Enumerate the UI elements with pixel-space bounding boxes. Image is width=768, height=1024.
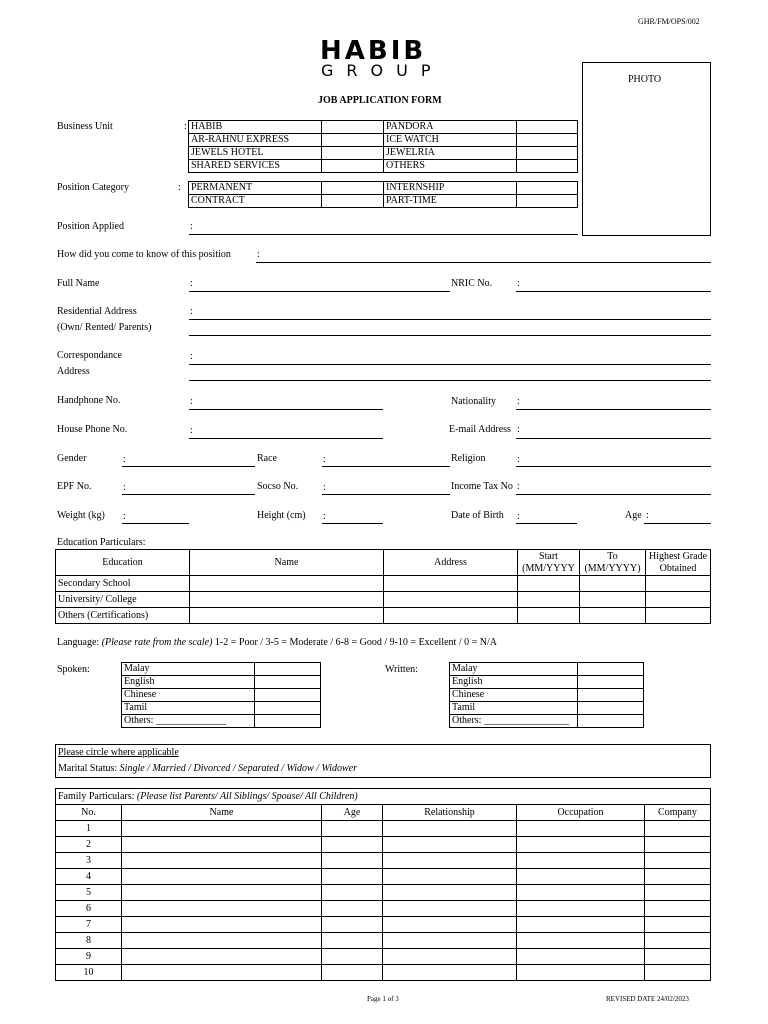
family-row-no: 7 — [56, 917, 122, 933]
position-category-label: Position Category — [57, 182, 129, 193]
colon: : — [517, 278, 520, 289]
colon: : — [323, 454, 326, 465]
family-cell[interactable] — [517, 917, 645, 933]
spoken-rating[interactable] — [255, 715, 321, 728]
correspondance-address-line2[interactable] — [189, 380, 711, 381]
race-field[interactable] — [322, 466, 450, 467]
family-row-no: 5 — [56, 885, 122, 901]
edu-cell[interactable] — [646, 592, 711, 608]
spoken-lang: English — [122, 676, 255, 689]
education-label: Education Particulars: — [57, 537, 146, 548]
colon: : — [190, 396, 193, 407]
pc-option: PERMANENT — [189, 182, 322, 195]
spoken-lang: Tamil — [122, 702, 255, 715]
edu-row-label: Secondary School — [56, 576, 190, 592]
edu-header-to: To (MM/YYYY) — [580, 550, 646, 576]
email-field[interactable] — [516, 438, 711, 439]
family-cell[interactable] — [645, 821, 711, 837]
edu-cell[interactable] — [518, 608, 580, 624]
family-cell[interactable] — [383, 869, 517, 885]
bu-option: PANDORA — [384, 121, 517, 134]
edu-cell[interactable] — [580, 592, 646, 608]
edu-row-label: Others (Certifications) — [56, 608, 190, 624]
edu-header: Education — [56, 550, 190, 576]
family-row-no: 8 — [56, 933, 122, 949]
religion-field[interactable] — [516, 466, 711, 467]
family-cell[interactable] — [517, 933, 645, 949]
family-cell[interactable] — [517, 965, 645, 981]
edu-cell[interactable] — [518, 592, 580, 608]
family-cell[interactable] — [517, 853, 645, 869]
income-tax-field[interactable] — [516, 494, 711, 495]
position-category-colon: : — [178, 182, 181, 193]
marital-status-box — [55, 744, 711, 778]
how-known-field[interactable] — [256, 262, 711, 263]
bu-option: JEWELS HOTEL — [189, 147, 322, 160]
colon: : — [190, 278, 193, 289]
business-unit-table — [188, 120, 578, 173]
family-cell[interactable] — [645, 949, 711, 965]
marital-options[interactable]: Single / Married / Divorced / Separated / Widow / Widower — [119, 763, 358, 774]
written-lang: Malay — [450, 663, 578, 676]
family-header: Company — [645, 805, 711, 821]
correspondance-label: Correspondance — [57, 350, 122, 361]
residential-address-sub: (Own/ Rented/ Parents) — [57, 322, 152, 333]
language-scale: 1-2 = Poor / 3-5 = Moderate / 6-8 = Good / 9-10 = Excellent / 0 = N/A — [214, 637, 497, 648]
weight-label: Weight (kg) — [57, 510, 105, 521]
family-cell[interactable] — [322, 853, 383, 869]
edu-cell[interactable] — [384, 592, 518, 608]
family-header: Age — [322, 805, 383, 821]
bu-checkbox[interactable] — [322, 134, 384, 147]
family-cell[interactable] — [322, 917, 383, 933]
pc-checkbox[interactable] — [322, 182, 384, 195]
colon: : — [517, 511, 520, 522]
family-header: Name — [122, 805, 322, 821]
height-field[interactable] — [322, 523, 383, 524]
language-prefix: Language: — [57, 637, 100, 648]
position-applied-label: Position Applied — [57, 221, 124, 232]
position-category-table — [188, 181, 578, 208]
family-cell[interactable] — [322, 837, 383, 853]
spoken-table — [121, 662, 321, 728]
bu-checkbox[interactable] — [322, 147, 384, 160]
family-cell[interactable] — [383, 933, 517, 949]
family-cell[interactable] — [322, 821, 383, 837]
written-rating[interactable] — [578, 702, 644, 715]
bu-checkbox[interactable] — [517, 134, 578, 147]
socso-field[interactable] — [322, 494, 450, 495]
family-cell[interactable] — [517, 901, 645, 917]
family-cell[interactable] — [517, 869, 645, 885]
colon: : — [323, 482, 326, 493]
family-cell[interactable] — [383, 965, 517, 981]
family-cell[interactable] — [122, 933, 322, 949]
nric-field[interactable] — [516, 291, 711, 292]
bu-checkbox[interactable] — [322, 160, 384, 173]
circle-note: Please circle where applicable — [58, 747, 179, 758]
handphone-field[interactable] — [189, 409, 383, 410]
language-scale-note: (Please rate from the scale) — [101, 637, 213, 648]
family-cell[interactable] — [645, 837, 711, 853]
edu-header: Address — [384, 550, 518, 576]
colon: : — [190, 351, 193, 362]
written-rating[interactable] — [578, 663, 644, 676]
bu-checkbox[interactable] — [517, 160, 578, 173]
edu-cell[interactable] — [384, 576, 518, 592]
family-cell[interactable] — [517, 821, 645, 837]
bu-option: ICE WATCH — [384, 134, 517, 147]
written-table — [449, 662, 644, 728]
family-row-no: 4 — [56, 869, 122, 885]
dob-label: Date of Birth — [451, 510, 504, 521]
family-cell[interactable] — [322, 933, 383, 949]
family-cell[interactable] — [645, 917, 711, 933]
family-row-no: 6 — [56, 901, 122, 917]
edu-cell[interactable] — [190, 592, 384, 608]
nric-label: NRIC No. — [451, 278, 493, 289]
how-known-label: How did you come to know of this position — [57, 249, 231, 260]
family-row-no: 9 — [56, 949, 122, 965]
position-applied-field[interactable] — [189, 234, 578, 235]
spoken-rating[interactable] — [255, 676, 321, 689]
family-header: Occupation — [517, 805, 645, 821]
bu-option: HABIB — [189, 121, 322, 134]
family-cell[interactable] — [645, 965, 711, 981]
family-row-no: 10 — [56, 965, 122, 981]
family-cell[interactable] — [645, 869, 711, 885]
spoken-lang: Malay — [122, 663, 255, 676]
height-label: Height (cm) — [257, 510, 306, 521]
colon: : — [190, 425, 193, 436]
house-phone-label: House Phone No. — [57, 424, 128, 435]
income-tax-label: Income Tax No — [451, 481, 513, 492]
family-cell[interactable] — [122, 965, 322, 981]
family-cell[interactable] — [517, 885, 645, 901]
race-label: Race — [257, 453, 277, 464]
colon: : — [123, 482, 126, 493]
family-row-no: 2 — [56, 837, 122, 853]
page-number: Page 1 of 3 — [367, 995, 399, 1003]
bu-checkbox[interactable] — [322, 121, 384, 134]
photo-label: PHOTO — [628, 74, 662, 85]
business-unit-colon: : — [184, 121, 187, 132]
family-cell[interactable] — [383, 821, 517, 837]
family-cell[interactable] — [122, 853, 322, 869]
correspondance-address-label: Address — [57, 366, 90, 377]
email-label: E-mail Address — [449, 424, 511, 435]
business-unit-label: Business Unit — [57, 121, 113, 132]
spoken-rating[interactable] — [255, 702, 321, 715]
bu-option: AR-RAHNU EXPRESS — [189, 134, 322, 147]
colon: : — [123, 454, 126, 465]
residential-address-line2[interactable] — [189, 335, 711, 336]
gender-field[interactable] — [122, 466, 255, 467]
company-logo-sub: GROUP — [321, 61, 444, 80]
residential-address-line1[interactable] — [189, 319, 711, 320]
edu-header-start: Start (MM/YYYY — [518, 550, 580, 576]
marital-line — [58, 763, 357, 774]
family-cell[interactable] — [383, 949, 517, 965]
colon: : — [517, 424, 520, 435]
edu-cell[interactable] — [580, 576, 646, 592]
family-cell[interactable] — [645, 933, 711, 949]
written-label: Written: — [385, 664, 418, 675]
family-cell[interactable] — [517, 837, 645, 853]
religion-label: Religion — [451, 453, 486, 464]
colon: : — [257, 249, 260, 260]
family-header: Relationship — [383, 805, 517, 821]
dob-field[interactable] — [516, 523, 577, 524]
correspondance-address-line1[interactable] — [189, 364, 711, 365]
family-row-no: 1 — [56, 821, 122, 837]
full-name-label: Full Name — [57, 278, 100, 289]
family-cell[interactable] — [322, 949, 383, 965]
epf-label: EPF No. — [57, 481, 92, 492]
colon: : — [123, 511, 126, 522]
edu-cell[interactable] — [384, 608, 518, 624]
family-cell[interactable] — [645, 885, 711, 901]
age-label: Age — [625, 510, 642, 521]
full-name-field[interactable] — [189, 291, 450, 292]
bu-option: JEWELRIA — [384, 147, 517, 160]
colon: : — [517, 454, 520, 465]
written-rating[interactable] — [578, 676, 644, 689]
edu-cell[interactable] — [190, 608, 384, 624]
family-cell[interactable] — [122, 821, 322, 837]
handphone-label: Handphone No. — [57, 395, 121, 406]
edu-cell[interactable] — [518, 576, 580, 592]
family-cell[interactable] — [383, 885, 517, 901]
family-cell[interactable] — [122, 917, 322, 933]
written-rating[interactable] — [578, 715, 644, 728]
written-lang: English — [450, 676, 578, 689]
colon: : — [517, 396, 520, 407]
edu-cell[interactable] — [646, 608, 711, 624]
company-logo-main: HABIB — [320, 36, 427, 66]
socso-label: Socso No. — [257, 481, 299, 492]
house-phone-field[interactable] — [189, 438, 383, 439]
family-cell[interactable] — [122, 949, 322, 965]
written-lang: Others: _________________ — [450, 715, 578, 728]
edu-row-label: University/ College — [56, 592, 190, 608]
weight-field[interactable] — [122, 523, 189, 524]
spoken-rating[interactable] — [255, 689, 321, 702]
age-field[interactable] — [644, 523, 711, 524]
epf-field[interactable] — [122, 494, 255, 495]
spoken-lang: Others: ______________ — [122, 715, 255, 728]
colon: : — [517, 481, 520, 492]
family-row-no: 3 — [56, 853, 122, 869]
family-cell[interactable] — [383, 837, 517, 853]
education-table — [55, 549, 711, 624]
family-cell[interactable] — [383, 853, 517, 869]
family-cell[interactable] — [383, 901, 517, 917]
family-header: No. — [56, 805, 122, 821]
family-cell[interactable] — [122, 885, 322, 901]
pc-checkbox[interactable] — [322, 195, 384, 208]
colon: : — [190, 306, 193, 317]
document-code: GHR/FM/OPS/002 — [638, 17, 700, 26]
bu-checkbox[interactable] — [517, 121, 578, 134]
family-cell[interactable] — [322, 965, 383, 981]
family-cell[interactable] — [122, 837, 322, 853]
marital-label: Marital Status: — [58, 763, 118, 774]
spoken-lang: Chinese — [122, 689, 255, 702]
nationality-label: Nationality — [451, 396, 496, 407]
spoken-label: Spoken: — [57, 664, 90, 675]
family-cell[interactable] — [322, 901, 383, 917]
bu-option: SHARED SERVICES — [189, 160, 322, 173]
written-lang: Chinese — [450, 689, 578, 702]
family-cell[interactable] — [322, 869, 383, 885]
edu-cell[interactable] — [580, 608, 646, 624]
pc-option: INTERNSHIP — [384, 182, 517, 195]
form-title: JOB APPLICATION FORM — [318, 95, 442, 106]
spoken-rating[interactable] — [255, 663, 321, 676]
family-cell[interactable] — [322, 885, 383, 901]
family-title: Family Particulars: (Please list Parents/ All Siblings/ Spouse/ All Children) — [56, 789, 711, 805]
gender-label: Gender — [57, 453, 87, 464]
edu-header: Name — [190, 550, 384, 576]
family-cell[interactable] — [517, 949, 645, 965]
language-line — [57, 637, 497, 648]
colon: : — [646, 510, 649, 521]
colon: : — [323, 511, 326, 522]
family-table — [55, 788, 711, 981]
edu-cell[interactable] — [646, 576, 711, 592]
pc-option: CONTRACT — [189, 195, 322, 208]
edu-header-grade: Highest Grade Obtained — [646, 550, 711, 576]
bu-checkbox[interactable] — [517, 147, 578, 160]
written-rating[interactable] — [578, 689, 644, 702]
edu-cell[interactable] — [190, 576, 384, 592]
family-cell[interactable] — [645, 901, 711, 917]
family-cell[interactable] — [383, 917, 517, 933]
family-cell[interactable] — [122, 869, 322, 885]
pc-checkbox[interactable] — [517, 182, 578, 195]
bu-option: OTHERS — [384, 160, 517, 173]
colon: : — [190, 221, 193, 232]
pc-option: PART-TIME — [384, 195, 517, 208]
family-cell[interactable] — [122, 901, 322, 917]
written-lang: Tamil — [450, 702, 578, 715]
nationality-field[interactable] — [516, 409, 711, 410]
residential-address-label: Residential Address — [57, 306, 137, 317]
family-cell[interactable] — [645, 853, 711, 869]
revised-date: REVISED DATE 24/02/2023 — [606, 995, 689, 1003]
pc-checkbox[interactable] — [517, 195, 578, 208]
photo-box[interactable] — [582, 62, 711, 236]
